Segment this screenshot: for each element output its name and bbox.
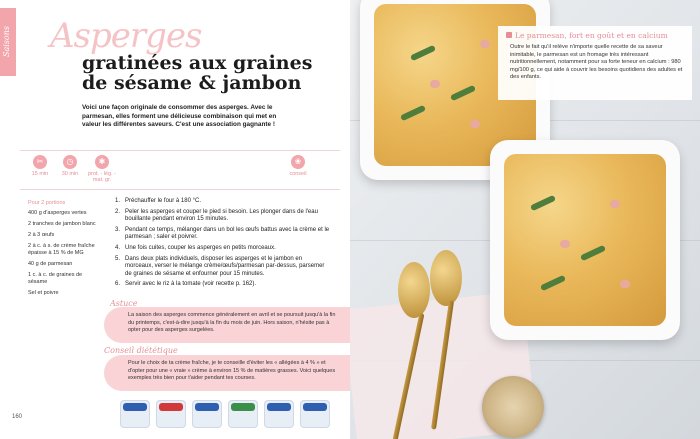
astuce-text: La saison des asperges commence généralement en avril et se poursuit jusqu'à la fin du printemps, c'est-à-dire jusqu'à la fin du mois de juin. Hors saison, n'hésite pas à opter pour des asperges surgelées. [128, 312, 336, 333]
square-bullet-icon [506, 32, 512, 38]
step-number: 1. [115, 198, 121, 204]
cereal-icon: ✱ [95, 155, 109, 169]
step-number: 6. [115, 281, 121, 288]
cream-product-image [300, 400, 330, 428]
meta-label: prot. - lég. - mat. gr. [87, 171, 117, 183]
cream-product-image [192, 400, 222, 428]
step-text: Peler les asperges et couper le pied si besoin. Les plonger dans de l'eau bouillante pendant environ 15 minutes. [125, 208, 318, 223]
recipe-photo [350, 0, 700, 439]
meta-food-groups [82, 155, 122, 183]
conseil-label: Conseil diététique [104, 346, 178, 355]
step-item [115, 245, 330, 253]
step-number: 4. [115, 244, 121, 251]
recipe-steps [115, 198, 330, 292]
astuce-label: Astuce [110, 299, 138, 308]
ingredients-heading: Pour 2 portions [28, 200, 66, 206]
recipe-title-script: Asperges [50, 16, 202, 56]
golden-spoon [430, 250, 462, 306]
step-text: Dans deux plats individuels, disposer les asperges et le jambon en morceaux, verser le mélange crème/œufs/parmesan par-dessus, parsemer de graines de sésame et enfourner pour 15 minutes. [125, 255, 325, 277]
meta-label: conseil [289, 171, 307, 177]
gratin-dish-bottom [490, 140, 680, 340]
meta-label: 15 min [31, 171, 49, 177]
golden-spoon [398, 262, 430, 318]
sesame-seeds-bowl [482, 376, 544, 438]
step-number: 2. [115, 208, 121, 215]
page-number: 160 [12, 414, 23, 420]
cream-product-image [156, 400, 186, 428]
step-item [115, 227, 330, 242]
recipe-intro: Voici une façon originale de consommer des asperges. Avec le parmesan, elles forment une délicieuse combinaison qui met en valeur les différentes saveurs. C'est une association gagnante ! [82, 104, 277, 128]
step-text: Une fois cuites, couper les asperges en petits morceaux. [125, 244, 276, 251]
step-text: Pendant ce temps, mélanger dans un bol les œufs battus avec la crème et le parmesan ; saler et poivrer. [125, 226, 330, 241]
step-text: Servir avec le riz à la tomate (voir recette p. 162). [125, 281, 257, 288]
step-item [115, 209, 330, 224]
info-box [498, 26, 692, 100]
ingredient-item: 2 tranches de jambon blanc [28, 221, 96, 227]
step-number: 3. [115, 226, 121, 233]
ingredient-item: Sel et poivre [28, 290, 59, 296]
ingredient-item: 1 c. à c. de graines de sésame [28, 272, 83, 285]
ingredients-list [28, 200, 96, 301]
ingredient-item: 2 à c. à s. de crème fraîche épaisse à 15 % de MG [28, 243, 95, 256]
meta-season [278, 155, 318, 177]
recipe-title-main: gratinées aux graines de sésame & jambon [82, 52, 313, 94]
cream-products-row [120, 392, 340, 428]
recipe-meta-row [20, 150, 340, 190]
season-tab-label: Saisons [2, 26, 11, 58]
ingredient-item: 40 g de parmesan [28, 261, 73, 267]
info-box-text: Outre le fait qu'il relève n'importe quelle recette de sa saveur inimitable, le parmesan est un fromage très intéressant nutritionnellement, notamment pour sa forte teneur en calcium : 980 mg/100 g, ce qui aide à couvrir les besoins quotidiens des adultes et des enfants. [510, 44, 683, 81]
cream-product-image [120, 400, 150, 428]
ingredient-item: 2 à 3 œufs [28, 232, 55, 238]
cream-product-image [264, 400, 294, 428]
step-item [115, 281, 330, 289]
conseil-text: Pour le choix de ta crème fraîche, je te conseille d'éviter les « allégées à 4 % » et d'opter pour une « vraie » crème à environ 15 % de matières grasses. Voici quelques exemples très bien pour t'aider pendant tes courses. [128, 360, 336, 381]
spring-icon: ❀ [291, 155, 305, 169]
meta-label: 30 min [61, 171, 79, 177]
info-box-title-text: Le parmesan, fort en goût et en calcium [515, 31, 668, 40]
season-tab [0, 8, 16, 76]
step-text: Préchauffer le four à 180 °C. [125, 198, 201, 204]
timer-icon: ◷ [63, 155, 77, 169]
ingredient-item: 400 g d'asperges vertes [28, 210, 87, 216]
knife-icon: ✂ [33, 155, 47, 169]
step-item [115, 198, 330, 206]
cream-product-image [228, 400, 258, 428]
info-box-title [506, 31, 686, 40]
step-item [115, 256, 330, 279]
step-number: 5. [115, 255, 121, 262]
